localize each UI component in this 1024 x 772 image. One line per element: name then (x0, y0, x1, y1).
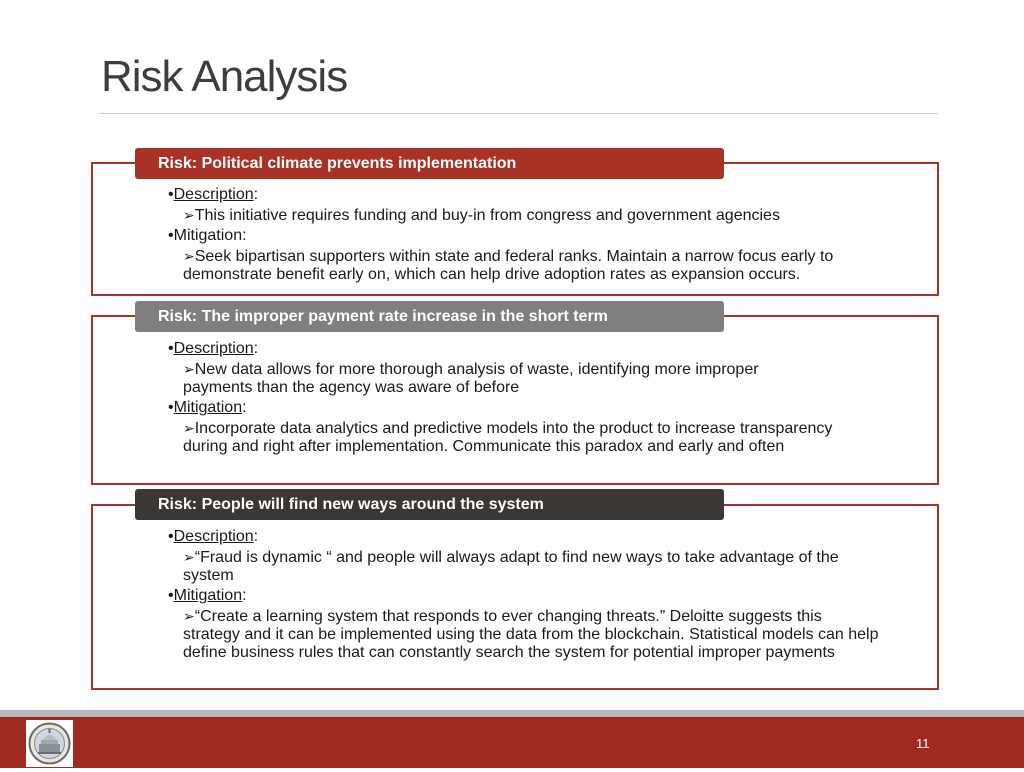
description-text: This initiative requires funding and buy-in from congress and government agencies (194, 207, 780, 224)
description-line: •Description: (168, 528, 259, 545)
description-item (183, 360, 823, 397)
description-text: New data allows for more thorough analysis of waste, identifying more improper payments than the agency was aware of before (183, 361, 759, 396)
page-number: 11 (916, 736, 930, 751)
page-title: Risk Analysis (101, 52, 348, 101)
mitigation-item (183, 607, 883, 662)
mitigation-line: •Mitigation: (168, 227, 247, 244)
mitigation-line: •Mitigation: (168, 399, 247, 416)
risk-header-1: Risk: Political climate prevents implementation (135, 148, 724, 179)
seal-logo-icon (26, 720, 73, 767)
title-divider (100, 113, 938, 114)
description-line: •Description: (168, 186, 259, 203)
risk-content-2 (168, 340, 888, 458)
arrow-bullet-icon: ➢ (183, 608, 195, 624)
description-line: •Description: (168, 340, 259, 357)
footer-divider (0, 710, 1024, 717)
arrow-bullet-icon: ➢ (183, 420, 195, 436)
arrow-bullet-icon: ➢ (183, 248, 195, 264)
risk-header-3: Risk: People will find new ways around the system (135, 489, 724, 520)
mitigation-line: •Mitigation: (168, 587, 247, 604)
mitigation-label: Mitigation (173, 399, 243, 416)
arrow-bullet-icon: ➢ (183, 549, 195, 565)
mitigation-label: Mitigation: (173, 227, 247, 244)
mitigation-text: Incorporate data analytics and predictive models into the product to increase transparency during and right after implementation. Communicate this paradox and early and often (183, 420, 833, 455)
description-label: Description (173, 528, 254, 545)
risk-header-2: Risk: The improper payment rate increase in the short term (135, 301, 724, 332)
description-text: “Fraud is dynamic “ and people will always adapt to find new ways to take advantage of the system (183, 549, 839, 584)
arrow-bullet-icon: ➢ (183, 361, 195, 377)
description-label: Description (173, 186, 254, 203)
mitigation-text: Seek bipartisan supporters within state and federal ranks. Maintain a narrow focus early to demonstrate benefit early on, which can help drive adoption rates as expansion occurs. (183, 248, 834, 283)
description-item (183, 206, 888, 225)
risk-content-3 (168, 528, 888, 664)
description-item (183, 548, 873, 585)
mitigation-item (183, 419, 863, 456)
footer-band (0, 717, 1024, 768)
mitigation-label: Mitigation (173, 587, 243, 604)
risk-content-1 (168, 186, 888, 286)
description-label: Description (173, 340, 254, 357)
mitigation-text: “Create a learning system that responds to ever changing threats.” Deloitte suggests this strategy and it can be implemented using the data from the blockchain. Statistical models can help define business rules that can constantly search the system for potential improper payments (183, 608, 879, 661)
arrow-bullet-icon: ➢ (183, 207, 195, 223)
mitigation-item (183, 247, 863, 284)
